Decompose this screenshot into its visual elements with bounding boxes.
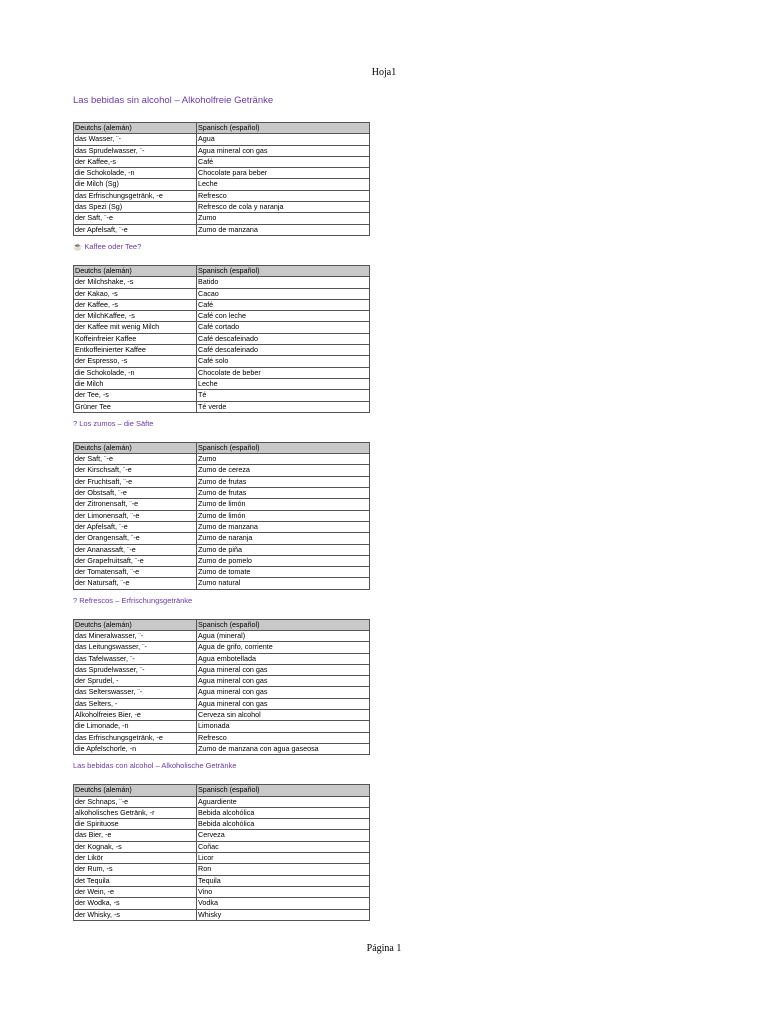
section-1 bbox=[73, 241, 373, 413]
table-row bbox=[74, 134, 370, 145]
cell-german: der Kakao, -s bbox=[74, 288, 197, 299]
cell-german: der Kognak, -s bbox=[74, 841, 197, 852]
table-row bbox=[74, 710, 370, 721]
cell-german: der Apfelsaft, ¨-e bbox=[74, 224, 197, 235]
table-row bbox=[74, 807, 370, 818]
table-row bbox=[74, 145, 370, 156]
cell-german: der Espresso, -s bbox=[74, 356, 197, 367]
cell-spanish: Zumo de limón bbox=[197, 499, 370, 510]
section-4 bbox=[73, 760, 373, 921]
cell-spanish: Agua (mineral) bbox=[197, 630, 370, 641]
cell-spanish: Café solo bbox=[197, 356, 370, 367]
cell-german: das Wasser, ¨- bbox=[74, 134, 197, 145]
table-row bbox=[74, 630, 370, 641]
cell-german: der Limonensaft, ¨-e bbox=[74, 510, 197, 521]
table-row bbox=[74, 743, 370, 754]
header-german: Deutchs (alemán) bbox=[74, 619, 197, 630]
table-row bbox=[74, 378, 370, 389]
cell-spanish: Chocolate para beber bbox=[197, 168, 370, 179]
table-row bbox=[74, 841, 370, 852]
cell-spanish: Agua mineral con gas bbox=[197, 664, 370, 675]
header-german: Deutchs (alemán) bbox=[74, 265, 197, 276]
cell-german: Entkoffeinierter Kaffee bbox=[74, 345, 197, 356]
header-german: Deutchs (alemán) bbox=[74, 442, 197, 453]
cell-spanish: Zumo de manzana con agua gaseosa bbox=[197, 743, 370, 754]
table-row bbox=[74, 499, 370, 510]
cell-spanish: Bebida alcohólica bbox=[197, 819, 370, 830]
vocab-table bbox=[73, 442, 370, 590]
table-row bbox=[74, 875, 370, 886]
cell-spanish: Agua mineral con gas bbox=[197, 698, 370, 709]
table-row bbox=[74, 179, 370, 190]
cell-german: das Bier, -e bbox=[74, 830, 197, 841]
cell-spanish: Agua embotellada bbox=[197, 653, 370, 664]
cell-german: der Sprudel, - bbox=[74, 676, 197, 687]
cell-german: der Tomatensaft, ¨-e bbox=[74, 567, 197, 578]
cell-spanish: Zumo de naranja bbox=[197, 533, 370, 544]
cell-spanish: Té verde bbox=[197, 401, 370, 412]
table-row bbox=[74, 567, 370, 578]
header-german: Deutchs (alemán) bbox=[74, 785, 197, 796]
table-row bbox=[74, 510, 370, 521]
table-row bbox=[74, 322, 370, 333]
cell-spanish: Refresco de cola y naranja bbox=[197, 202, 370, 213]
cell-spanish: Vino bbox=[197, 886, 370, 897]
vocab-table bbox=[73, 265, 370, 413]
page-footer: Página 1 bbox=[366, 943, 402, 954]
cell-german: der Natursaft, ¨-e bbox=[74, 578, 197, 589]
section-title: ? Refrescos – Erfrischungsgetränke bbox=[73, 595, 193, 605]
table-row bbox=[74, 190, 370, 201]
cell-spanish: Agua mineral con gas bbox=[197, 687, 370, 698]
table-row bbox=[74, 853, 370, 864]
cell-spanish: Agua bbox=[197, 134, 370, 145]
section-title: ? Los zumos – die Säfte bbox=[73, 418, 154, 428]
header-spanish: Spanisch (español) bbox=[197, 619, 370, 630]
cell-german: die Schokolade, -n bbox=[74, 367, 197, 378]
table-header-row bbox=[74, 785, 370, 796]
vocab-table bbox=[73, 122, 370, 236]
table-row bbox=[74, 698, 370, 709]
cell-german: der Milchshake, -s bbox=[74, 277, 197, 288]
table-row bbox=[74, 299, 370, 310]
cell-german: der Obstsaft, ¨-e bbox=[74, 488, 197, 499]
cell-german: der Tee, -s bbox=[74, 390, 197, 401]
table-row bbox=[74, 886, 370, 897]
table-row bbox=[74, 544, 370, 555]
table-row bbox=[74, 454, 370, 465]
table-row bbox=[74, 830, 370, 841]
cell-german: der Orangensaft, ¨-e bbox=[74, 533, 197, 544]
table-row bbox=[74, 721, 370, 732]
section-0 bbox=[73, 92, 373, 236]
table-row bbox=[74, 653, 370, 664]
table-row bbox=[74, 578, 370, 589]
table-header-row bbox=[74, 619, 370, 630]
cell-german: das Erfrischungsgetränk, -e bbox=[74, 190, 197, 201]
cell-german: der Wein, -e bbox=[74, 886, 197, 897]
cell-spanish: Zumo bbox=[197, 454, 370, 465]
cell-german: Grüner Tee bbox=[74, 401, 197, 412]
cell-spanish: Café descafeinado bbox=[197, 333, 370, 344]
table-row bbox=[74, 898, 370, 909]
table-row bbox=[74, 401, 370, 412]
vocab-table bbox=[73, 619, 370, 756]
cell-german: der Wodka, -s bbox=[74, 898, 197, 909]
cell-spanish: Zumo natural bbox=[197, 578, 370, 589]
cell-spanish: Limonada bbox=[197, 721, 370, 732]
cell-german: der Ananassaft, ¨-e bbox=[74, 544, 197, 555]
table-row bbox=[74, 277, 370, 288]
cell-german: der Schnaps, ¨-e bbox=[74, 796, 197, 807]
table-row bbox=[74, 213, 370, 224]
cell-german: das Tafelwasser, ¨- bbox=[74, 653, 197, 664]
cell-german: die Limonade, -n bbox=[74, 721, 197, 732]
cell-german: das Selterswasser, ¨- bbox=[74, 687, 197, 698]
table-row bbox=[74, 390, 370, 401]
cell-spanish: Zumo de manzana bbox=[197, 224, 370, 235]
cell-german: der Fruchtsaft, ¨-e bbox=[74, 476, 197, 487]
page-header: Hoja1 bbox=[371, 67, 397, 78]
cell-german: der Likör bbox=[74, 853, 197, 864]
table-row bbox=[74, 288, 370, 299]
cell-spanish: Zumo bbox=[197, 213, 370, 224]
cell-spanish: Agua mineral con gas bbox=[197, 676, 370, 687]
table-row bbox=[74, 642, 370, 653]
cell-german: der Zitronensaft, ¨-e bbox=[74, 499, 197, 510]
cell-german: Koffeinfreier Kaffee bbox=[74, 333, 197, 344]
cell-german: die Milch bbox=[74, 378, 197, 389]
table-row bbox=[74, 864, 370, 875]
table-row bbox=[74, 311, 370, 322]
cell-spanish: Zumo de manzana bbox=[197, 521, 370, 532]
table-row bbox=[74, 533, 370, 544]
cell-spanish: Batido bbox=[197, 277, 370, 288]
cell-spanish: Café cortado bbox=[197, 322, 370, 333]
cell-spanish: Cerveza bbox=[197, 830, 370, 841]
table-row bbox=[74, 819, 370, 830]
cell-spanish: Café descafeinado bbox=[197, 345, 370, 356]
table-row bbox=[74, 367, 370, 378]
table-row bbox=[74, 476, 370, 487]
cell-spanish: Zumo de limón bbox=[197, 510, 370, 521]
table-row bbox=[74, 202, 370, 213]
cell-spanish: Refresco bbox=[197, 190, 370, 201]
cell-german: der Apfelsaft, ¨-e bbox=[74, 521, 197, 532]
table-header-row bbox=[74, 265, 370, 276]
cell-spanish: Cerveza sin alcohol bbox=[197, 710, 370, 721]
table-row bbox=[74, 156, 370, 167]
cell-german: der Kaffee, -s bbox=[74, 299, 197, 310]
cell-spanish: Licor bbox=[197, 853, 370, 864]
cell-spanish: Zumo de piña bbox=[197, 544, 370, 555]
table-header-row bbox=[74, 123, 370, 134]
table-row bbox=[74, 488, 370, 499]
cell-spanish: Bebida alcohólica bbox=[197, 807, 370, 818]
cell-german: das Sprudelwasser, ¨- bbox=[74, 664, 197, 675]
cell-spanish: Refresco bbox=[197, 732, 370, 743]
cell-german: der Saft, ¨-e bbox=[74, 454, 197, 465]
cell-german: das Erfrischungsgetränk, -e bbox=[74, 732, 197, 743]
cell-german: das Sprudelwasser, ¨- bbox=[74, 145, 197, 156]
cell-spanish: Zumo de frutas bbox=[197, 488, 370, 499]
cell-spanish: Agua de grifo, corriente bbox=[197, 642, 370, 653]
cell-spanish: Cacao bbox=[197, 288, 370, 299]
cell-spanish: Agua mineral con gas bbox=[197, 145, 370, 156]
cell-spanish: Café bbox=[197, 156, 370, 167]
section-2 bbox=[73, 418, 373, 590]
section-3 bbox=[73, 595, 373, 756]
table-row bbox=[74, 333, 370, 344]
vocab-table bbox=[73, 784, 370, 921]
cell-spanish: Zumo de frutas bbox=[197, 476, 370, 487]
table-row bbox=[74, 796, 370, 807]
cell-spanish: Vodka bbox=[197, 898, 370, 909]
section-title: Las bebidas con alcohol – Alkoholische Getränke bbox=[73, 761, 237, 771]
cell-german: das Selters, - bbox=[74, 698, 197, 709]
cell-spanish: Whisky bbox=[197, 909, 370, 920]
cell-spanish: Leche bbox=[197, 179, 370, 190]
table-row bbox=[74, 465, 370, 476]
cell-german: der Saft, ¨-e bbox=[74, 213, 197, 224]
cell-spanish: Aguardiente bbox=[197, 796, 370, 807]
cell-spanish: Ron bbox=[197, 864, 370, 875]
section-title: Las bebidas sin alcohol – Alkoholfreie Getränke bbox=[73, 95, 274, 106]
cell-german: die Milch (Sg) bbox=[74, 179, 197, 190]
table-row bbox=[74, 345, 370, 356]
cell-german: det Tequila bbox=[74, 875, 197, 886]
cell-german: alkoholisches Getränk, -r bbox=[74, 807, 197, 818]
header-spanish: Spanisch (español) bbox=[197, 442, 370, 453]
table-row bbox=[74, 168, 370, 179]
table-row bbox=[74, 521, 370, 532]
cell-german: Alkoholfreies Bier, -e bbox=[74, 710, 197, 721]
cell-german: der Kaffee mit wenig Milch bbox=[74, 322, 197, 333]
table-header-row bbox=[74, 442, 370, 453]
cell-spanish: Zumo de tomate bbox=[197, 567, 370, 578]
cell-german: der Kaffee,-s bbox=[74, 156, 197, 167]
cell-german: die Spirituose bbox=[74, 819, 197, 830]
cell-german: das Spezi (Sg) bbox=[74, 202, 197, 213]
cell-german: der Rum, -s bbox=[74, 864, 197, 875]
cell-spanish: Chocolate de beber bbox=[197, 367, 370, 378]
cell-spanish: Tequila bbox=[197, 875, 370, 886]
cell-spanish: Té bbox=[197, 390, 370, 401]
header-german: Deutchs (alemán) bbox=[74, 123, 197, 134]
cell-german: der MilchKaffee, -s bbox=[74, 311, 197, 322]
document-content bbox=[73, 92, 373, 921]
cell-spanish: Zumo de pomelo bbox=[197, 555, 370, 566]
section-title: ☕ Kaffee oder Tee? bbox=[73, 241, 142, 251]
table-row bbox=[74, 224, 370, 235]
cell-spanish: Zumo de cereza bbox=[197, 465, 370, 476]
header-spanish: Spanisch (español) bbox=[197, 785, 370, 796]
table-row bbox=[74, 356, 370, 367]
cell-spanish: Café bbox=[197, 299, 370, 310]
table-row bbox=[74, 555, 370, 566]
cell-german: die Apfelschorle, -n bbox=[74, 743, 197, 754]
table-row bbox=[74, 676, 370, 687]
cell-german: der Whisky, -s bbox=[74, 909, 197, 920]
table-row bbox=[74, 909, 370, 920]
cell-spanish: Leche bbox=[197, 378, 370, 389]
table-row bbox=[74, 687, 370, 698]
cell-german: die Schokolade, -n bbox=[74, 168, 197, 179]
cell-german: das Mineralwasser, ¨- bbox=[74, 630, 197, 641]
cell-german: der Grapefruitsaft, ¨-e bbox=[74, 555, 197, 566]
table-row bbox=[74, 732, 370, 743]
cell-spanish: Coñac bbox=[197, 841, 370, 852]
cell-german: der Kirschsaft, ¨-e bbox=[74, 465, 197, 476]
cell-spanish: Café con leche bbox=[197, 311, 370, 322]
header-spanish: Spanisch (español) bbox=[197, 123, 370, 134]
table-row bbox=[74, 664, 370, 675]
cell-german: das Leitungswasser, ¨- bbox=[74, 642, 197, 653]
header-spanish: Spanisch (español) bbox=[197, 265, 370, 276]
